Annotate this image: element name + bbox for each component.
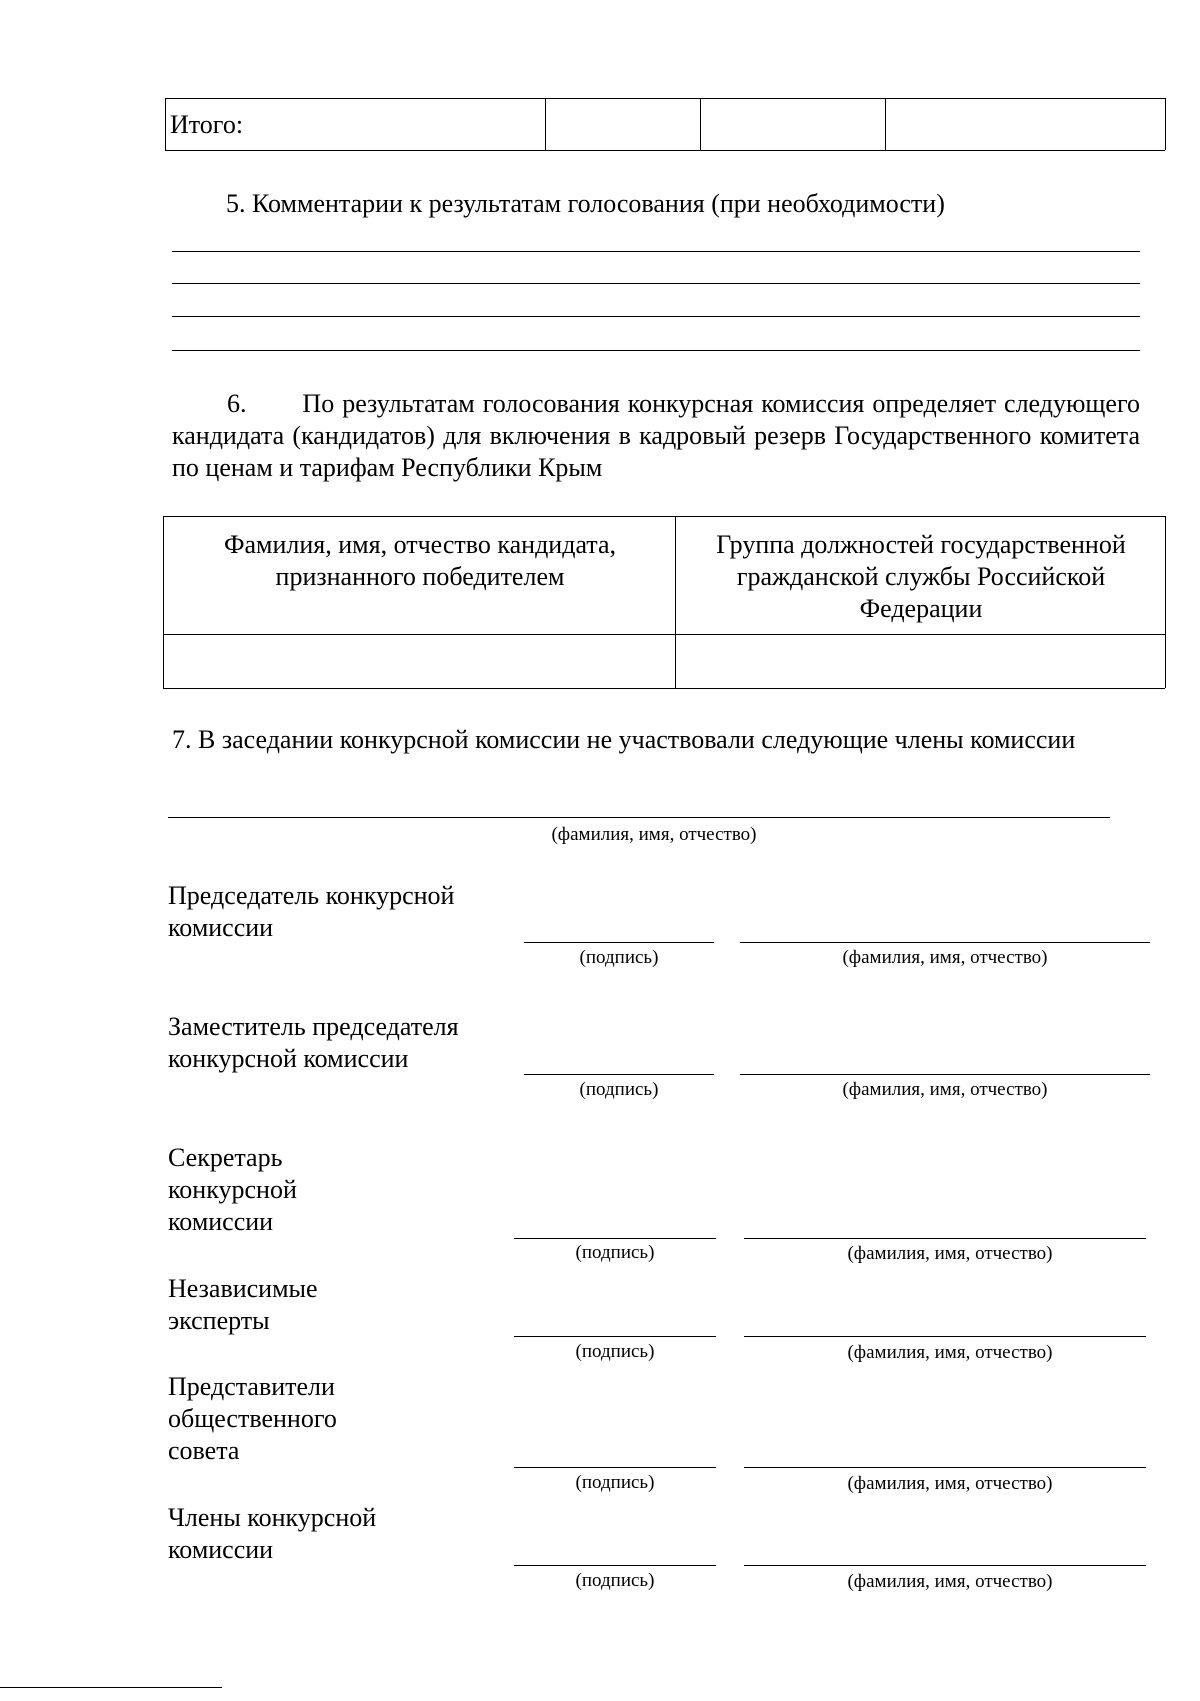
- name-line: [744, 1565, 1146, 1566]
- comment-line: [172, 251, 1140, 252]
- totals-table-border: [1165, 98, 1166, 150]
- signature-caption: (подпись): [575, 1341, 655, 1362]
- signature-role: Председатель конкурсной комиссии: [168, 881, 455, 942]
- signature-caption: (подпись): [575, 1472, 655, 1493]
- name-line: [740, 942, 1150, 943]
- absent-members-line: [168, 817, 1110, 818]
- signature-caption: (подпись): [579, 1079, 659, 1100]
- comment-line: [172, 316, 1140, 317]
- signature-line: [514, 1467, 716, 1468]
- signature-line: [524, 942, 714, 943]
- section5-heading: 5. Комментарии к результатам голосования (при необходимости): [226, 189, 945, 218]
- winner-table-border: [163, 634, 1165, 635]
- winner-table-border: [163, 516, 1165, 517]
- signature-line: [514, 1565, 716, 1566]
- name-caption: (фамилия, имя, отчество): [842, 1079, 1048, 1100]
- totals-label: Итого:: [170, 110, 244, 139]
- signature-line: [524, 1074, 714, 1075]
- section7-paragraph: 7. В заседании конкурсной комиссии не участвовали следующие члены комиссии: [172, 725, 1076, 754]
- winner-table-border: [163, 688, 1165, 689]
- signature-caption: (подпись): [579, 947, 659, 968]
- totals-table-border: [545, 98, 546, 150]
- winner-table-border: [163, 516, 164, 688]
- totals-table-border: [700, 98, 701, 150]
- name-line: [740, 1074, 1150, 1075]
- section6-paragraph: 6. По результатам голосования конкурсная комиссия определяет следующего кандидата (кандидатов) для включения в кадровый резерв Государственного комитета по ценам и тарифам Республики Крым: [172, 389, 1140, 482]
- winner-col-group-header: Группа должностей государственной гражданской службы Российской Федерации: [716, 530, 1126, 623]
- signature-line: [514, 1336, 716, 1337]
- name-line: [744, 1467, 1146, 1468]
- signature-role: Независимые эксперты: [168, 1274, 318, 1335]
- winner-col-name-header: Фамилия, имя, отчество кандидата, признанного победителем: [223, 530, 617, 591]
- name-caption: (фамилия, имя, отчество): [847, 1473, 1053, 1494]
- totals-table-border: [165, 98, 166, 150]
- totals-table-top-border: [165, 98, 1165, 99]
- absent-members-caption: (фамилия, имя, отчество): [551, 824, 757, 845]
- comment-line: [172, 283, 1140, 284]
- comment-line: [172, 350, 1140, 351]
- signature-role: Члены конкурсной комиссии: [168, 1503, 377, 1564]
- signature-caption: (подпись): [575, 1570, 655, 1591]
- name-caption: (фамилия, имя, отчество): [847, 1342, 1053, 1363]
- totals-table-bottom-border: [165, 150, 1165, 151]
- signature-role: Представители общественного совета: [168, 1372, 337, 1465]
- totals-table-border: [885, 98, 886, 150]
- name-caption: (фамилия, имя, отчество): [847, 1571, 1053, 1592]
- footnote-separator: [0, 1687, 222, 1688]
- signature-line: [514, 1238, 716, 1239]
- name-caption: (фамилия, имя, отчество): [842, 947, 1048, 968]
- winner-table-border: [1165, 516, 1166, 688]
- name-caption: (фамилия, имя, отчество): [847, 1243, 1053, 1264]
- signature-role: Заместитель председателя конкурсной комиссии: [168, 1012, 459, 1073]
- signature-caption: (подпись): [575, 1242, 655, 1263]
- name-line: [744, 1336, 1146, 1337]
- signature-role: Секретарь конкурсной комиссии: [168, 1143, 297, 1236]
- name-line: [744, 1238, 1146, 1239]
- winner-table-border: [675, 516, 676, 688]
